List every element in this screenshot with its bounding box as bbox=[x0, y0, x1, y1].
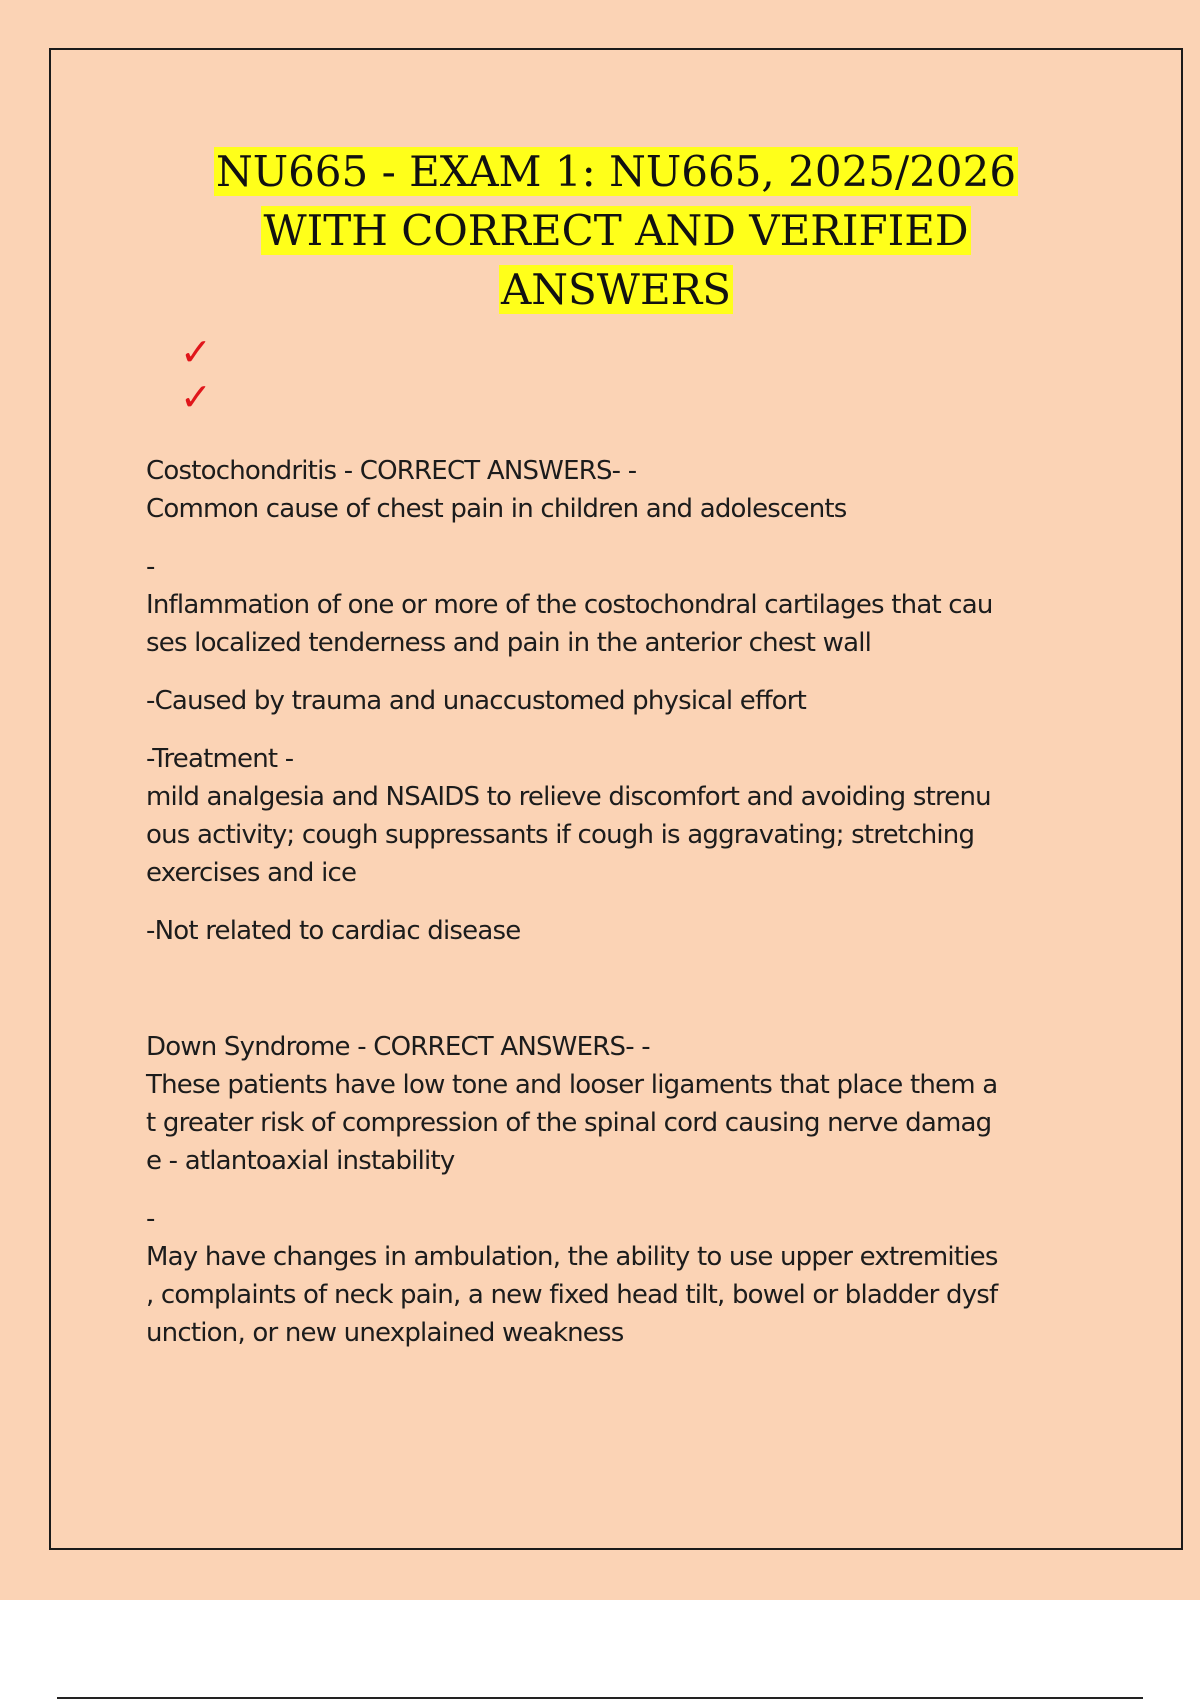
paragraph: - May have changes in ambulation, the ability to use upper extremities , complaints of neck pain, a new fixed head tilt, bowel or bladder dysf unction, or new unexplained weakness bbox=[146, 1204, 998, 1348]
footer-divider bbox=[57, 1697, 1143, 1699]
document-body bbox=[146, 452, 1106, 1372]
title-line-1: NU665 - EXAM 1: NU665, 2025/2026 bbox=[215, 147, 1017, 196]
title-line-3: ANSWERS bbox=[500, 265, 732, 314]
paragraph: -Not related to cardiac disease bbox=[146, 916, 521, 946]
paragraph: - Inflammation of one or more of the costochondral cartilages that cau ses localized tenderness and pain in the anterior chest wall bbox=[146, 552, 993, 658]
paragraph: Costochondritis - CORRECT ANSWERS- - Common cause of chest pain in children and adolescents bbox=[146, 456, 847, 524]
paragraph: -Treatment - mild analgesia and NSAIDS to relieve discomfort and avoiding strenu ous activity; cough suppressants if cough is aggravating; stretching exercises and ice bbox=[146, 744, 991, 888]
paragraph: Down Syndrome - CORRECT ANSWERS- - These patients have low tone and looser ligaments that place them a t greater risk of compression of the spinal cord causing nerve damag e - atlantoaxial instability bbox=[146, 1032, 998, 1176]
check-mark-icon: ✓ bbox=[180, 330, 212, 374]
check-marks bbox=[180, 330, 240, 420]
document-title bbox=[100, 142, 1132, 319]
check-mark-icon: ✓ bbox=[180, 375, 212, 419]
title-line-2: WITH CORRECT AND VERIFIED bbox=[263, 206, 969, 255]
section-spacer bbox=[146, 970, 1106, 1028]
section-down-syndrome bbox=[146, 1028, 1106, 1352]
paragraph: -Caused by trauma and unaccustomed physical effort bbox=[146, 686, 807, 716]
section-costochondritis bbox=[146, 452, 1106, 950]
